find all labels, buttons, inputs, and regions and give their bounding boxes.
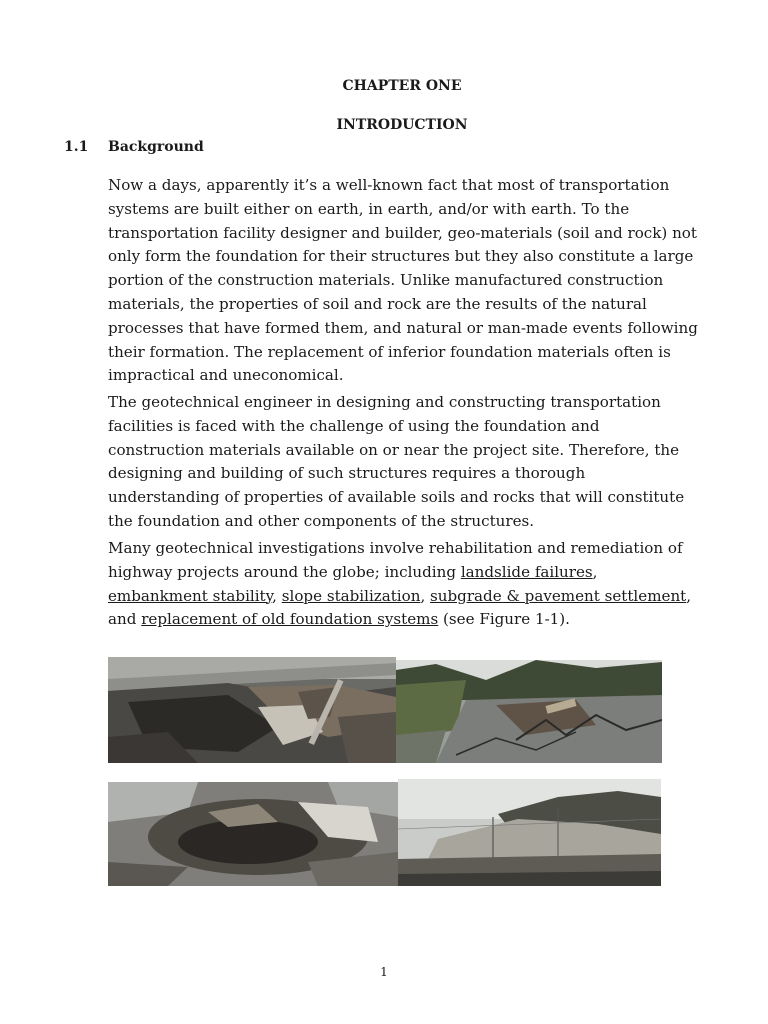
paragraph-3-tail: (see Figure 1-1). [438, 610, 570, 629]
slope-stabilization-photo [398, 779, 661, 886]
section-title: Background [108, 139, 204, 155]
paragraph-3-lead: Many geotechnical investigations involve rehabilitation and remediation of highway projects around the globe; including [108, 539, 683, 581]
paragraph-2: The geotechnical engineer in designing and constructing transportation facilities is faced with the challenge of using the foundation and construction materials available on or near the project site. Therefore, the designing and building of such structures requires a thorough understanding of properties of available soils and rocks that will constitute the foundation and other components of the structures. [108, 393, 685, 530]
separator: , and [108, 586, 692, 629]
section-number: 1.1 [64, 139, 89, 155]
pavement-cracking-photo [396, 660, 662, 763]
link-embankment-stability[interactable]: embankment stability [108, 586, 273, 605]
landslide-failure-photo [108, 657, 396, 763]
separator: , [272, 586, 282, 605]
link-subgrade-pavement-settlement[interactable]: subgrade & pavement settlement [430, 586, 687, 605]
link-slope-stabilization[interactable]: slope stabilization [281, 586, 421, 605]
separator: , [420, 586, 431, 605]
link-landslide-failures[interactable]: landslide failures [460, 562, 593, 581]
chapter-title: INTRODUCTION [336, 117, 468, 133]
paragraph-3 [108, 537, 700, 632]
paragraph-1: Now a days, apparently it’s a well-known fact that most of transportation systems are built either on earth, in earth, and/or with earth. To the transportation facility designer and builder, geo-materials (soil and rock) not only form the foundation for their structures but they also constitute a large portion of the construction materials. Unlike manufactured construction materials, the properties of soil and rock are the results of the natural processes that have formed them, and natural or man-made events following their formation. The replacement of inferior foundation materials often is impractical and uneconomical. [108, 176, 698, 385]
page-number: 1 [380, 965, 388, 979]
link-replacement-old-foundation[interactable]: replacement of old foundation systems [141, 610, 439, 629]
separator: , [592, 562, 598, 581]
section-heading [64, 139, 204, 155]
chapter-label: CHAPTER ONE [342, 78, 462, 94]
collapse-crater-photo [108, 782, 398, 886]
